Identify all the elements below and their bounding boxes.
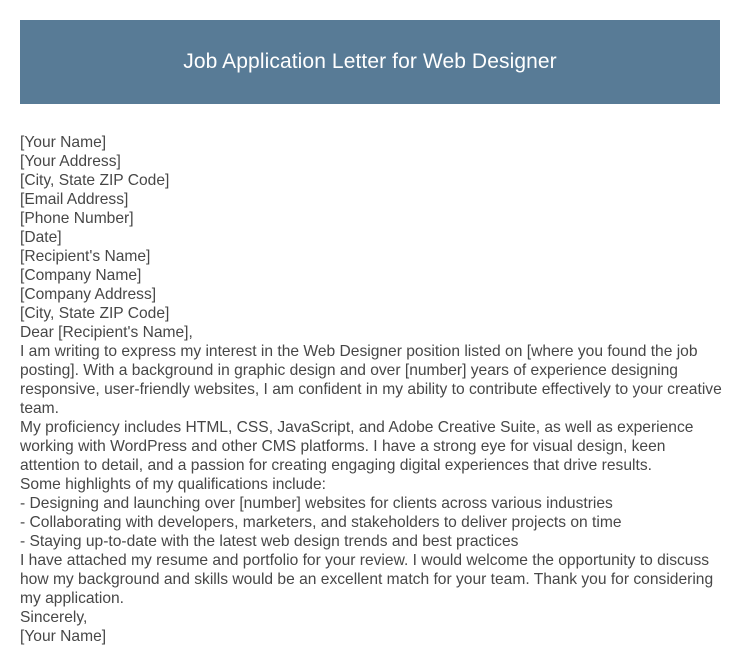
highlight-item: - Collaborating with developers, marketers, and stakeholders to deliver projects on time [20,514,622,531]
sender-phone: [Phone Number] [20,210,134,227]
sender-address: [Your Address] [20,153,121,170]
salutation: Dear [Recipient's Name], [20,324,193,341]
sender-name: [Your Name] [20,134,107,151]
highlight-item: - Staying up-to-date with the latest web design trends and best practices [20,533,519,550]
page-title: Job Application Letter for Web Designer [183,50,557,73]
recipient-company-address: [Company Address] [20,286,157,303]
recipient-name: [Recipient's Name] [20,248,151,265]
signature-name: [Your Name] [20,628,107,645]
recipient-city-state-zip: [City, State ZIP Code] [20,305,170,322]
letter-date: [Date] [20,229,62,246]
sender-city-state-zip: [City, State ZIP Code] [20,172,170,189]
paragraph-intro: I am writing to express my interest in the Web Designer position listed on [where you found the job posting]. With a background in graphic design and over [number] years of experience designing responsive, user-friendly websites, I am confident in my ability to contribute effectively to your creative team. [20,343,722,417]
highlights-intro: Some highlights of my qualifications include: [20,476,326,493]
paragraph-skills: My proficiency includes HTML, CSS, JavaScript, and Adobe Creative Suite, as well as experience working with WordPress and other CMS platforms. I have a strong eye for visual design, keen attention to detail, and a passion for creating engaging digital experiences that drive results. [20,419,694,474]
paragraph-closing: I have attached my resume and portfolio for your review. I would welcome the opportunity to discuss how my background and skills would be an excellent match for your team. Thank you for considering my application. [20,552,714,607]
letter-body [20,133,724,646]
highlight-item: - Designing and launching over [number] websites for clients across various industries [20,495,613,512]
recipient-company: [Company Name] [20,267,142,284]
title-banner [20,20,720,104]
sender-email: [Email Address] [20,191,129,208]
closing: Sincerely, [20,609,88,626]
